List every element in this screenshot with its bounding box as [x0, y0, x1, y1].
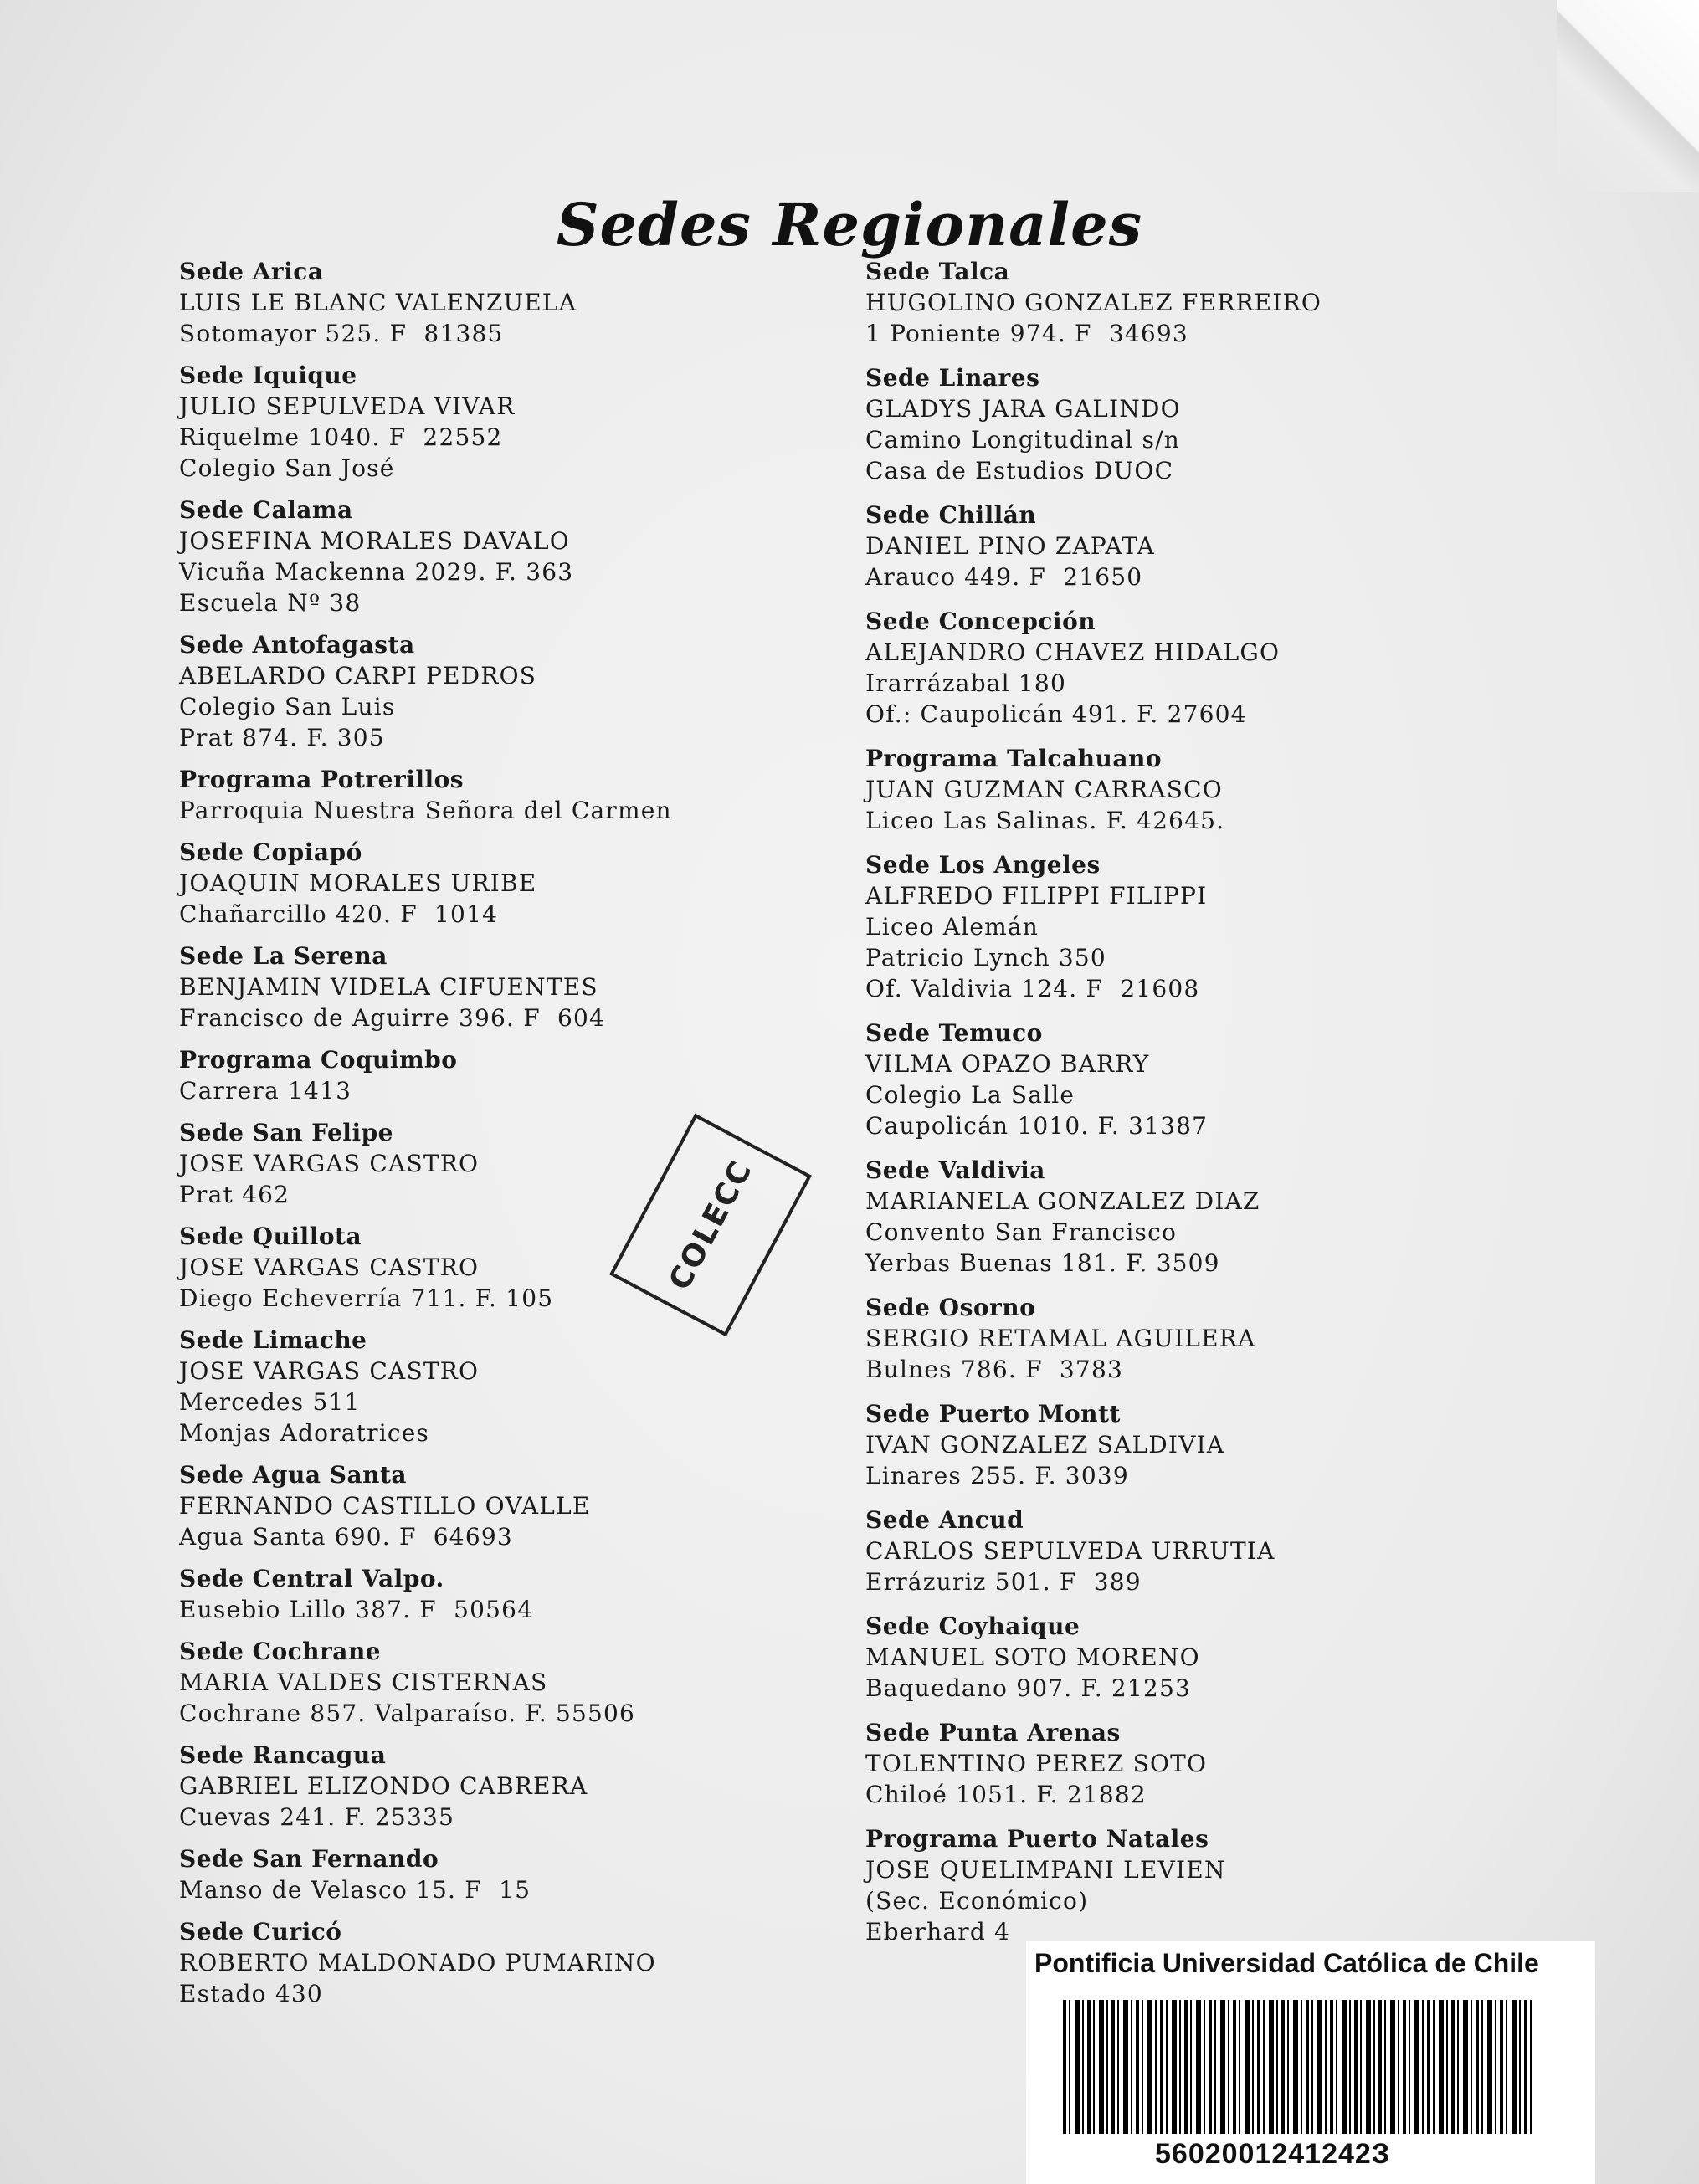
- entry-line: JOAQUIN MORALES URIBE: [179, 869, 537, 897]
- entry-heading: Sede Coyhaique: [865, 1612, 1080, 1640]
- entry-line: Liceo Las Salinas. F. 42645.: [865, 807, 1225, 834]
- entry-line: LUIS LE BLANC VALENZUELA: [179, 289, 577, 316]
- entry-heading: Sede Quillota: [179, 1223, 362, 1250]
- stamp-text: COLECC: [662, 1154, 759, 1296]
- entry-heading: Sede Curicó: [179, 1918, 342, 1946]
- directory-entry: [179, 1843, 899, 1905]
- entry-line: IVAN GONZALEZ SALDIVIA: [865, 1431, 1225, 1459]
- entry-line: Of.: Caupolicán 491. F. 27604: [865, 700, 1247, 728]
- directory-entry: [179, 360, 899, 484]
- entry-line: JOSE VARGAS CASTRO: [179, 1357, 480, 1385]
- entry-line: Eberhard 4: [865, 1918, 1011, 1946]
- directory-entry: [179, 629, 899, 753]
- entry-line: JOSE VARGAS CASTRO: [179, 1150, 480, 1177]
- entry-line: Baquedano 907. F. 21253: [865, 1674, 1191, 1702]
- entry-heading: Sede Valdivia: [865, 1156, 1045, 1184]
- entry-line: HUGOLINO GONZALEZ FERREIRO: [865, 289, 1322, 316]
- entry-heading: Sede Antofagasta: [179, 631, 415, 659]
- entry-line: Bulnes 786. F 3783: [865, 1356, 1123, 1383]
- entry-heading: Sede Arica: [179, 258, 324, 285]
- entry-heading: Sede Chillán: [865, 501, 1037, 529]
- directory-entry: [865, 1611, 1619, 1704]
- entry-line: ROBERTO MALDONADO PUMARINO: [179, 1949, 656, 1976]
- entry-heading: Sede Punta Arenas: [865, 1719, 1121, 1746]
- entry-line: Prat 874. F. 305: [179, 724, 385, 751]
- entry-line: Of. Valdivia 124. F 21608: [865, 975, 1200, 1002]
- directory-entry: [865, 362, 1619, 486]
- directory-entry: [179, 764, 899, 826]
- folded-corner: [1557, 0, 1699, 192]
- entry-line: JOSEFINA MORALES DAVALO: [179, 527, 570, 555]
- entry-heading: Programa Potrerillos: [179, 766, 465, 793]
- directory-entry: [865, 256, 1619, 349]
- entry-line: Chiloé 1051. F. 21882: [865, 1781, 1147, 1808]
- directory-entry: [179, 1740, 899, 1833]
- directory-entry: [865, 1823, 1619, 1947]
- entry-heading: Sede Iquique: [179, 361, 357, 389]
- entry-line: Francisco de Aguirre 396. F 604: [179, 1004, 606, 1032]
- directory-entry: [865, 1155, 1619, 1279]
- entry-line: MARIANELA GONZALEZ DIAZ: [865, 1187, 1260, 1215]
- barcode-number: 5602001241242З: [1155, 2138, 1391, 2170]
- entry-line: GABRIEL ELIZONDO CABRERA: [179, 1772, 588, 1800]
- entry-line: SERGIO RETAMAL AGUILERA: [865, 1325, 1256, 1352]
- entry-line: Patricio Lynch 350: [865, 944, 1106, 972]
- entry-heading: Programa Puerto Natales: [865, 1825, 1209, 1853]
- entry-line: ALEJANDRO CHAVEZ HIDALGO: [865, 638, 1281, 666]
- entry-heading: Programa Talcahuano: [865, 745, 1162, 772]
- entry-line: (Sec. Económico): [865, 1887, 1089, 1915]
- directory-entry: [179, 1563, 899, 1625]
- entry-line: VILMA OPAZO BARRY: [865, 1050, 1150, 1078]
- entry-line: BENJAMIN VIDELA CIFUENTES: [179, 973, 598, 1001]
- entry-heading: Sede Central Valpo.: [179, 1565, 444, 1592]
- entry-heading: Sede Linares: [865, 364, 1040, 392]
- entry-heading: Programa Coquimbo: [179, 1046, 458, 1074]
- entry-heading: Sede Agua Santa: [179, 1461, 408, 1489]
- entry-line: Sotomayor 525. F 81385: [179, 320, 504, 347]
- entry-line: Monjas Adoratrices: [179, 1419, 430, 1447]
- entry-heading: Sede Puerto Montt: [865, 1400, 1121, 1428]
- entry-line: CARLOS SEPULVEDA URRUTIA: [865, 1537, 1276, 1565]
- entry-heading: Sede San Felipe: [179, 1119, 393, 1146]
- directory-entry: [865, 849, 1619, 1004]
- directory-entry: [179, 1325, 899, 1448]
- left-column: [179, 256, 899, 2020]
- entry-line: 1 Poniente 974. F 34693: [865, 320, 1188, 347]
- entry-line: Linares 255. F. 3039: [865, 1462, 1129, 1489]
- directory-entry: [865, 1398, 1619, 1491]
- entry-heading: Sede Copiapó: [179, 838, 362, 866]
- entry-line: Liceo Alemán: [865, 913, 1039, 941]
- entry-line: TOLENTINO PEREZ SOTO: [865, 1750, 1208, 1777]
- entry-line: JULIO SEPULVEDA VIVAR: [179, 392, 516, 420]
- entry-heading: Sede Osorno: [865, 1294, 1036, 1321]
- directory-entry: [179, 1459, 899, 1552]
- directory-entry: [865, 1505, 1619, 1597]
- directory-entry: [179, 941, 899, 1033]
- entry-heading: Sede Los Angeles: [865, 851, 1101, 879]
- directory-entry: [179, 256, 899, 349]
- directory-entry: [179, 495, 899, 618]
- entry-line: Casa de Estudios DUOC: [865, 457, 1174, 484]
- entry-line: Escuela Nº 38: [179, 589, 362, 617]
- entry-line: Irarrázabal 180: [865, 669, 1066, 697]
- entry-line: Caupolicán 1010. F. 31387: [865, 1112, 1209, 1140]
- entry-line: Colegio La Salle: [865, 1081, 1075, 1109]
- page-title: Sedes Regionales: [556, 189, 1143, 259]
- directory-entry: [179, 1044, 899, 1106]
- directory-entry: [179, 1636, 899, 1729]
- directory-entry: [179, 1221, 899, 1314]
- entry-line: Vicuña Mackenna 2029. F. 363: [179, 558, 574, 586]
- directory-entry: [865, 1292, 1619, 1385]
- entry-line: GLADYS JARA GALINDO: [865, 395, 1181, 423]
- directory-entry: [179, 837, 899, 930]
- entry-heading: Sede Calama: [179, 496, 353, 524]
- directory-entry: [865, 606, 1619, 730]
- entry-line: Convento San Francisco: [865, 1218, 1178, 1246]
- entry-heading: Sede San Fernando: [179, 1845, 439, 1873]
- directory-entry: [179, 1916, 899, 2009]
- entry-line: Colegio San Luis: [179, 693, 396, 720]
- entry-line: DANIEL PINO ZAPATA: [865, 532, 1156, 560]
- entry-heading: Sede Rancagua: [179, 1741, 387, 1769]
- entry-line: JOSE VARGAS CASTRO: [179, 1253, 480, 1281]
- entry-line: JUAN GUZMAN CARRASCO: [865, 776, 1223, 803]
- entry-line: Estado 430: [179, 1980, 323, 2007]
- entry-heading: Sede La Serena: [179, 942, 388, 970]
- entry-line: Colegio San José: [179, 454, 395, 482]
- entry-heading: Sede Talca: [865, 258, 1010, 285]
- entry-line: ABELARDO CARPI PEDROS: [179, 662, 537, 690]
- entry-line: Mercedes 511: [179, 1388, 361, 1416]
- barcode-icon: [1063, 2000, 1532, 2134]
- entry-heading: Sede Limache: [179, 1326, 367, 1354]
- entry-heading: Sede Concepción: [865, 608, 1096, 635]
- right-column: [865, 256, 1619, 1961]
- entry-heading: Sede Temuco: [865, 1019, 1043, 1047]
- entry-line: Eusebio Lillo 387. F 50564: [179, 1596, 534, 1623]
- entry-line: MANUEL SOTO MORENO: [865, 1643, 1200, 1671]
- entry-heading: Sede Cochrane: [179, 1638, 382, 1665]
- entry-heading: Sede Ancud: [865, 1506, 1024, 1534]
- entry-line: FERNANDO CASTILLO OVALLE: [179, 1492, 591, 1520]
- directory-entry: [865, 500, 1619, 592]
- entry-line: Cochrane 857. Valparaíso. F. 55506: [179, 1700, 636, 1727]
- directory-entry: [865, 743, 1619, 836]
- entry-line: Diego Echeverría 711. F. 105: [179, 1284, 554, 1312]
- entry-line: JOSE QUELIMPANI LEVIEN: [865, 1856, 1226, 1884]
- entry-line: Parroquia Nuestra Señora del Carmen: [179, 797, 672, 824]
- entry-line: Chañarcillo 420. F 1014: [179, 900, 499, 928]
- entry-line: Yerbas Buenas 181. F. 3509: [865, 1249, 1220, 1277]
- entry-line: MARIA VALDES CISTERNAS: [179, 1669, 548, 1696]
- entry-line: Manso de Velasco 15. F 15: [179, 1876, 531, 1904]
- entry-line: ALFREDO FILIPPI FILIPPI: [865, 882, 1208, 910]
- entry-line: Errázuriz 501. F 389: [865, 1568, 1142, 1596]
- entry-line: Cuevas 241. F. 25335: [179, 1803, 454, 1831]
- entry-line: Carrera 1413: [179, 1077, 352, 1105]
- entry-line: Prat 462: [179, 1181, 290, 1208]
- entry-line: Riquelme 1040. F 22552: [179, 423, 503, 451]
- entry-line: Arauco 449. F 21650: [865, 563, 1143, 591]
- library-institution: Pontificia Universidad Católica de Chile: [1034, 1948, 1539, 1978]
- entry-line: Agua Santa 690. F 64693: [179, 1523, 513, 1551]
- entry-line: Camino Longitudinal s/n: [865, 426, 1180, 454]
- directory-entry: [865, 1018, 1619, 1141]
- directory-entry: [865, 1717, 1619, 1810]
